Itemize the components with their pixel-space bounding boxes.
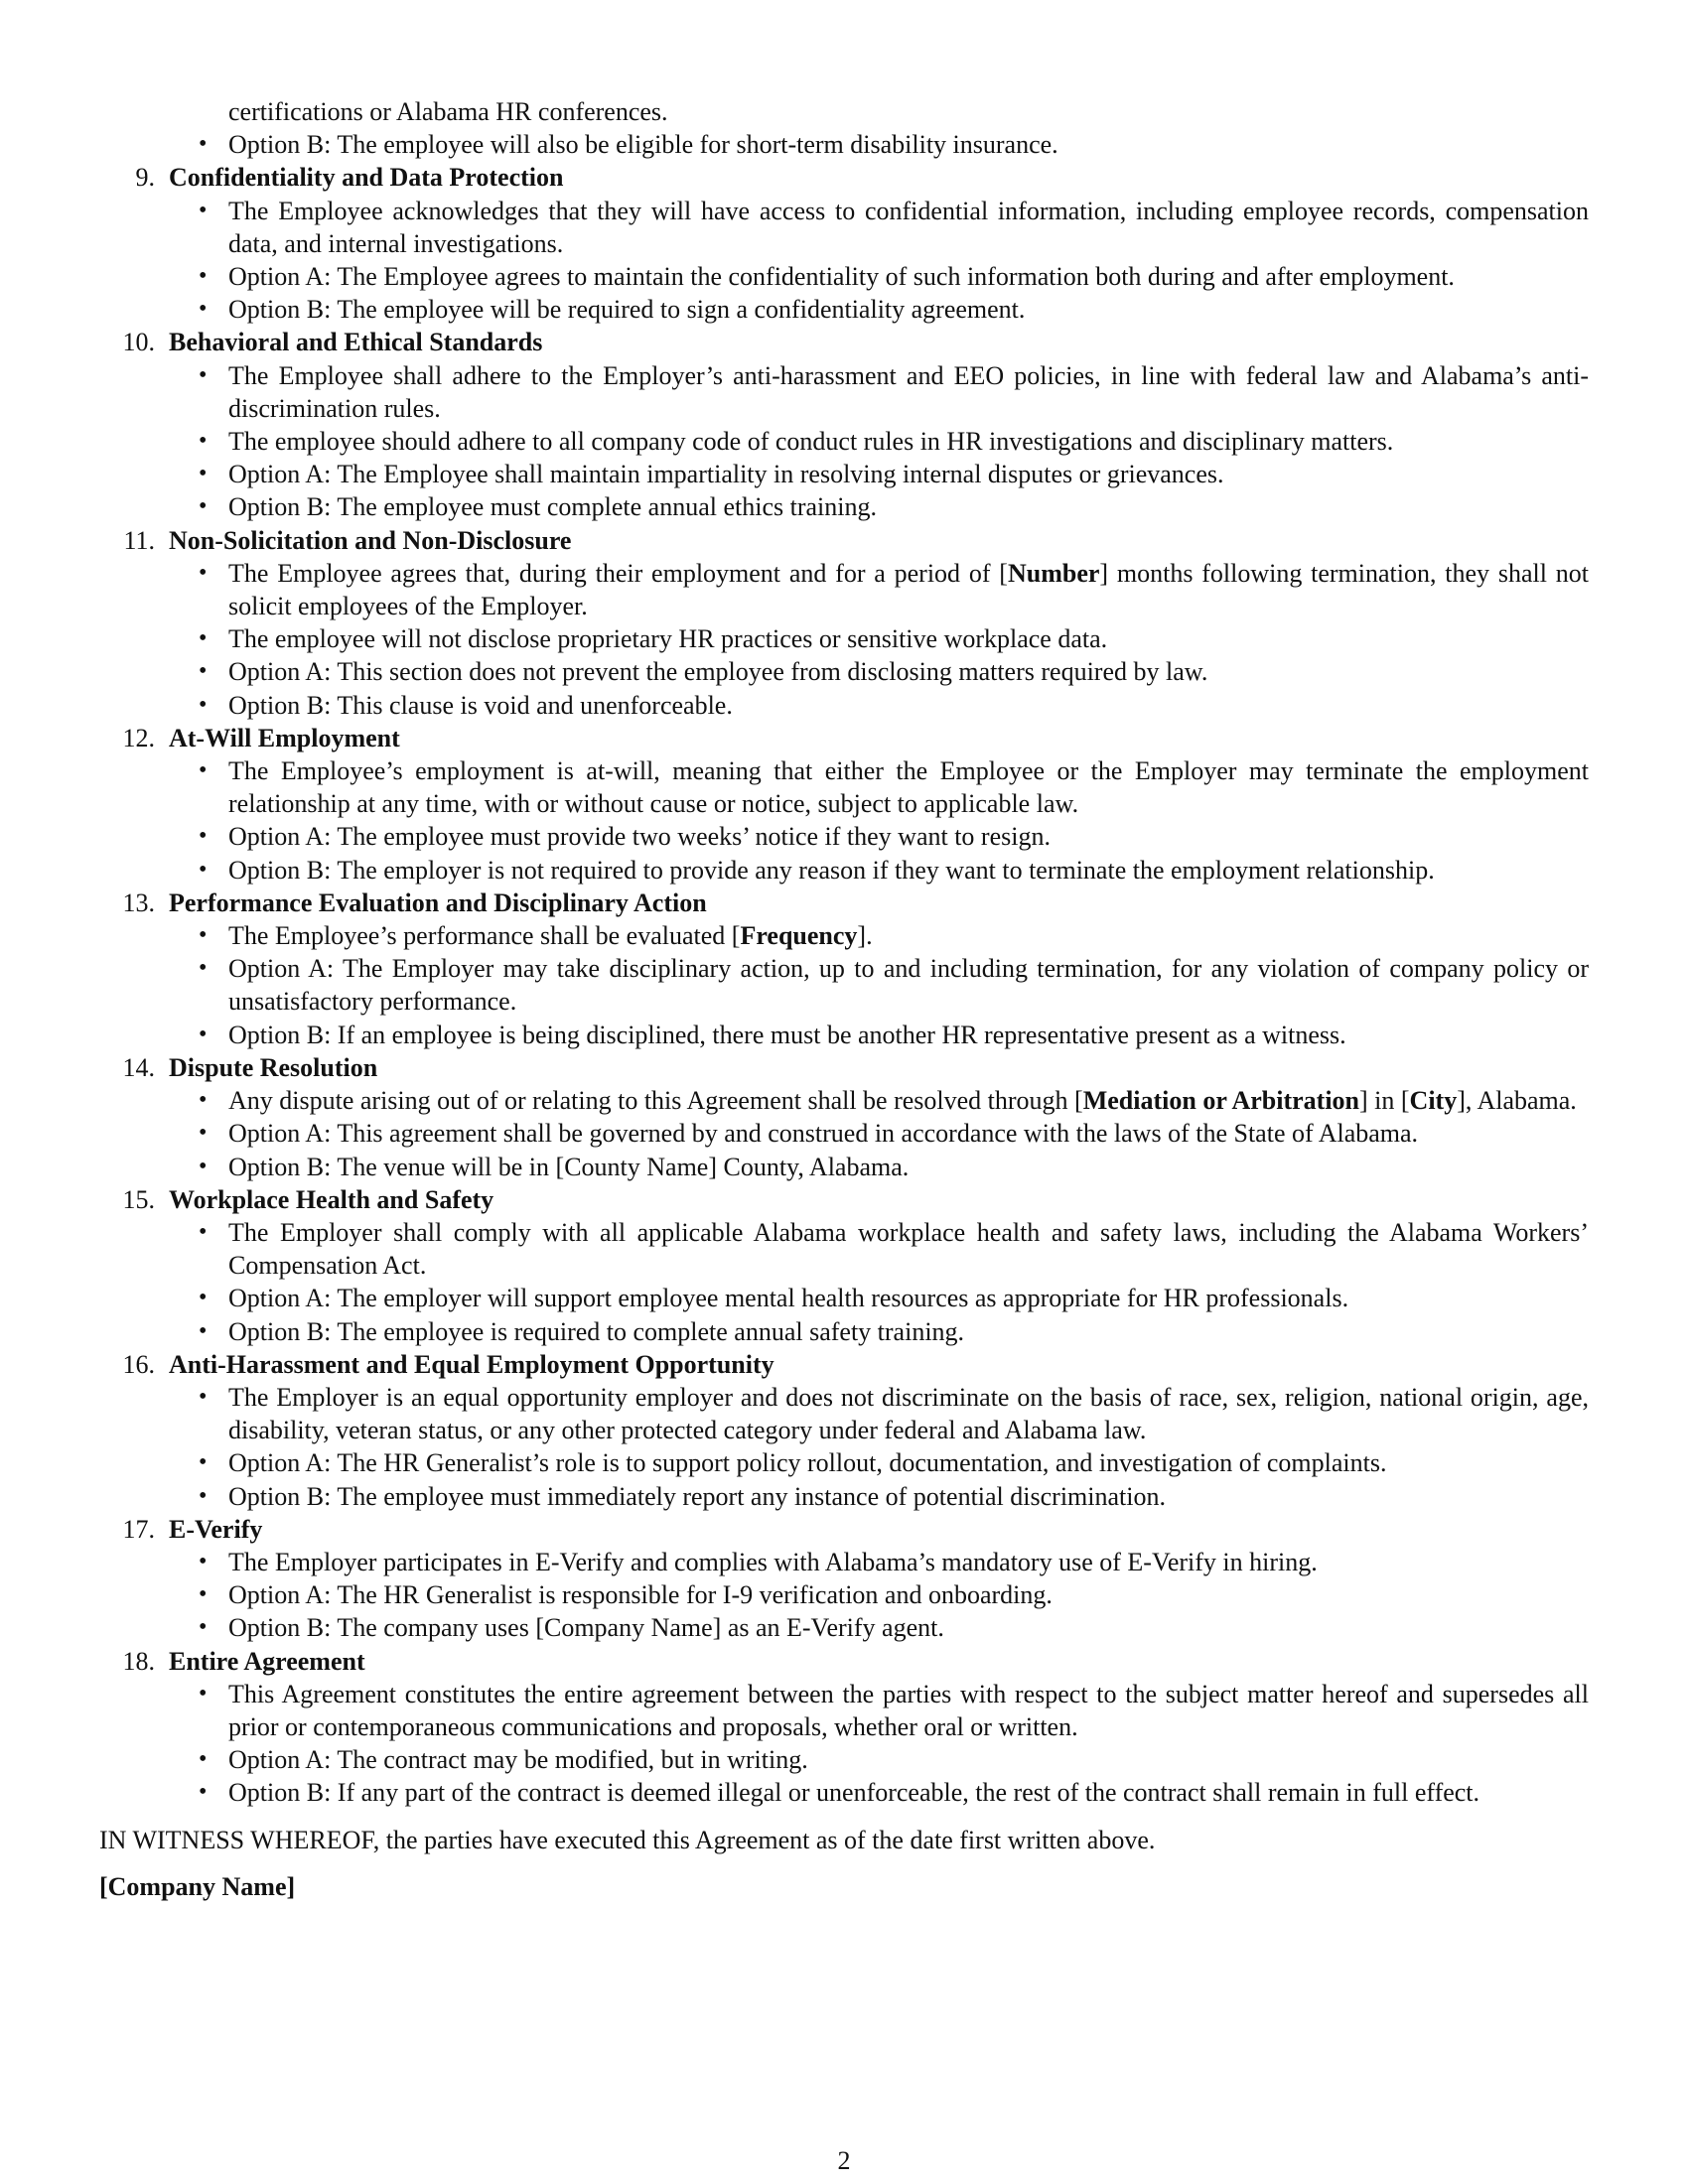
bullet-item: • Option A: The contract may be modified, but in writing. <box>228 1743 1589 1776</box>
section-bullets <box>169 1216 1589 1348</box>
section-item <box>99 524 1589 722</box>
section-number: 18. <box>122 1646 155 1676</box>
bullet-item: • Option A: The employee must provide two weeks’ notice if they want to resign. <box>228 820 1589 853</box>
bullet-item: • Option A: The employer will support employee mental health resources as appropriate for HR professionals. <box>228 1282 1589 1314</box>
bullet-text: ] in [ <box>1359 1086 1410 1116</box>
section-list <box>99 161 1589 1809</box>
bullet-item: • Option B: The employer is not required to provide any reason if they want to terminate the employment relationship. <box>228 854 1589 887</box>
bullet-item: • Option A: The Employee shall maintain impartiality in resolving internal disputes or grievances. <box>228 458 1589 490</box>
section-number: 10. <box>122 328 155 357</box>
bullet-item: • Option B: The employee must complete annual ethics training. <box>228 490 1589 523</box>
section-bullets <box>169 754 1589 887</box>
section-heading: Dispute Resolution <box>169 1052 378 1082</box>
placeholder-field: Number <box>1007 558 1100 588</box>
section-bullets <box>169 1678 1589 1810</box>
section-heading: Workplace Health and Safety <box>169 1184 494 1214</box>
section-number: 13. <box>122 887 155 917</box>
section-heading: Performance Evaluation and Disciplinary Action <box>169 887 707 917</box>
placeholder-field: Mediation or Arbitration <box>1082 1086 1359 1116</box>
section-item <box>99 326 1589 523</box>
bullet-item: • Option B: The employee must immediately report any instance of potential discrimination. <box>228 1480 1589 1513</box>
bullet-item: • Option A: The Employer may take disciplinary action, up to and including termination, for any violation of company policy or unsatisfactory performance. <box>228 952 1589 1018</box>
signature-company-name: [Company Name] <box>99 1871 296 1901</box>
placeholder-field: Frequency <box>740 921 858 951</box>
section-bullets <box>169 919 1589 1051</box>
bullet-item: • Option B: If an employee is being disciplined, there must be another HR representative present as a witness. <box>228 1019 1589 1051</box>
bullet-item: • Option B: The employee is required to complete annual safety training. <box>228 1315 1589 1348</box>
bullet-text: ] months following termination, they shall not solicit employees of the Employer. <box>228 558 1589 621</box>
section-heading: At-Will Employment <box>169 723 400 752</box>
section-item <box>99 1513 1589 1645</box>
section-heading: Non-Solicitation and Non-Disclosure <box>169 525 572 555</box>
bullet-text: The Employee’s performance shall be evaluated [ <box>228 921 741 951</box>
section-bullets <box>169 195 1589 327</box>
continuation-bullet: • Option B: The employee will also be eligible for short-term disability insurance. <box>228 128 1589 161</box>
bullet-text: ], Alabama. <box>1457 1086 1577 1116</box>
bullet-item: • The Employer shall comply with all applicable Alabama workplace health and safety laws, including the Alabama Workers’ Compensation Act. <box>228 1216 1589 1282</box>
document-body <box>99 95 1589 1903</box>
bullet-item: • The Employee shall adhere to the Employer’s anti-harassment and EEO policies, in line with federal law and Alabama’s anti-discrimination rules. <box>228 359 1589 425</box>
witness-statement: IN WITNESS WHEREOF, the parties have executed this Agreement as of the date first written above. <box>99 1825 1156 1854</box>
section-item <box>99 887 1589 1051</box>
bullet-item: • The employee should adhere to all company code of conduct rules in HR investigations and disciplinary matters. <box>228 425 1589 458</box>
bullet-item: • Option B: The employee will be required to sign a confidentiality agreement. <box>228 293 1589 326</box>
section-bullets <box>169 1381 1589 1513</box>
bullet-item: • The Employer is an equal opportunity employer and does not discriminate on the basis of race, sex, religion, national origin, age, disability, veteran status, or any other protected category under federal and Alabama law. <box>228 1381 1589 1446</box>
section-item <box>99 1183 1589 1348</box>
section-item <box>99 1645 1589 1810</box>
page-number: 2 <box>837 2146 851 2175</box>
continuation-text: certifications or Alabama HR conferences. <box>228 97 668 126</box>
bullet-item <box>228 919 1589 952</box>
placeholder-field: City <box>1409 1086 1458 1116</box>
bullet-text: Any dispute arising out of or relating to this Agreement shall be resolved through [ <box>228 1086 1083 1116</box>
bullet-item: • Option A: The HR Generalist’s role is to support policy rollout, documentation, and investigation of complaints. <box>228 1446 1589 1479</box>
bullet-text: The Employee agrees that, during their employment and for a period of [ <box>228 558 1008 588</box>
section-item <box>99 722 1589 887</box>
section-bullets <box>169 359 1589 524</box>
section-number: 11. <box>123 525 155 555</box>
bullet-item: • The Employee’s employment is at-will, meaning that either the Employee or the Employer may terminate the employment relationship at any time, with or without cause or notice, subject to applicable law. <box>228 754 1589 820</box>
bullet-item <box>228 1084 1589 1117</box>
continuation-list <box>99 128 1589 161</box>
section-heading: Anti-Harassment and Equal Employment Opportunity <box>169 1349 774 1379</box>
bullet-item: • Option A: This section does not prevent the employee from disclosing matters required by law. <box>228 655 1589 688</box>
bullet-item: • Option A: The Employee agrees to maintain the confidentiality of such information both during and after employment. <box>228 260 1589 293</box>
section-item <box>99 161 1589 326</box>
bullet-item: • Option B: If any part of the contract is deemed illegal or unenforceable, the rest of the contract shall remain in full effect. <box>228 1776 1589 1809</box>
bullet-item: • Option B: This clause is void and unenforceable. <box>228 689 1589 722</box>
section-number: 9. <box>135 163 155 193</box>
bullet-item <box>228 557 1589 622</box>
section-heading: Entire Agreement <box>169 1646 365 1676</box>
section-number: 12. <box>122 723 155 752</box>
section-bullets <box>169 1084 1589 1183</box>
bullet-item: • Option B: The company uses [Company Name] as an E-Verify agent. <box>228 1611 1589 1644</box>
section-item <box>99 1051 1589 1183</box>
section-number: 15. <box>122 1184 155 1214</box>
section-number: 14. <box>122 1052 155 1082</box>
bullet-item: • This Agreement constitutes the entire agreement between the parties with respect to the subject matter hereof and supersedes all prior or contemporaneous communications and proposals, whether oral or written. <box>228 1678 1589 1743</box>
bullet-text: ]. <box>857 921 873 951</box>
section-heading: E-Verify <box>169 1514 263 1544</box>
section-number: 16. <box>122 1349 155 1379</box>
section-heading: Behavioral and Ethical Standards <box>169 328 543 357</box>
bullet-item: • Option B: The venue will be in [County Name] County, Alabama. <box>228 1151 1589 1183</box>
bullet-item: • Option A: The HR Generalist is responsible for I-9 verification and onboarding. <box>228 1578 1589 1611</box>
section-heading: Confidentiality and Data Protection <box>169 163 564 193</box>
section-number: 17. <box>122 1514 155 1544</box>
bullet-item: • The employee will not disclose proprietary HR practices or sensitive workplace data. <box>228 622 1589 655</box>
bullet-item: • The Employee acknowledges that they will have access to confidential information, including employee records, compensation data, and internal investigations. <box>228 195 1589 260</box>
section-bullets <box>169 1546 1589 1645</box>
bullet-item: • The Employer participates in E-Verify and complies with Alabama’s mandatory use of E-Verify in hiring. <box>228 1546 1589 1578</box>
section-item <box>99 1348 1589 1513</box>
bullet-item: • Option A: This agreement shall be governed by and construed in accordance with the laws of the State of Alabama. <box>228 1117 1589 1150</box>
section-bullets <box>169 557 1589 722</box>
